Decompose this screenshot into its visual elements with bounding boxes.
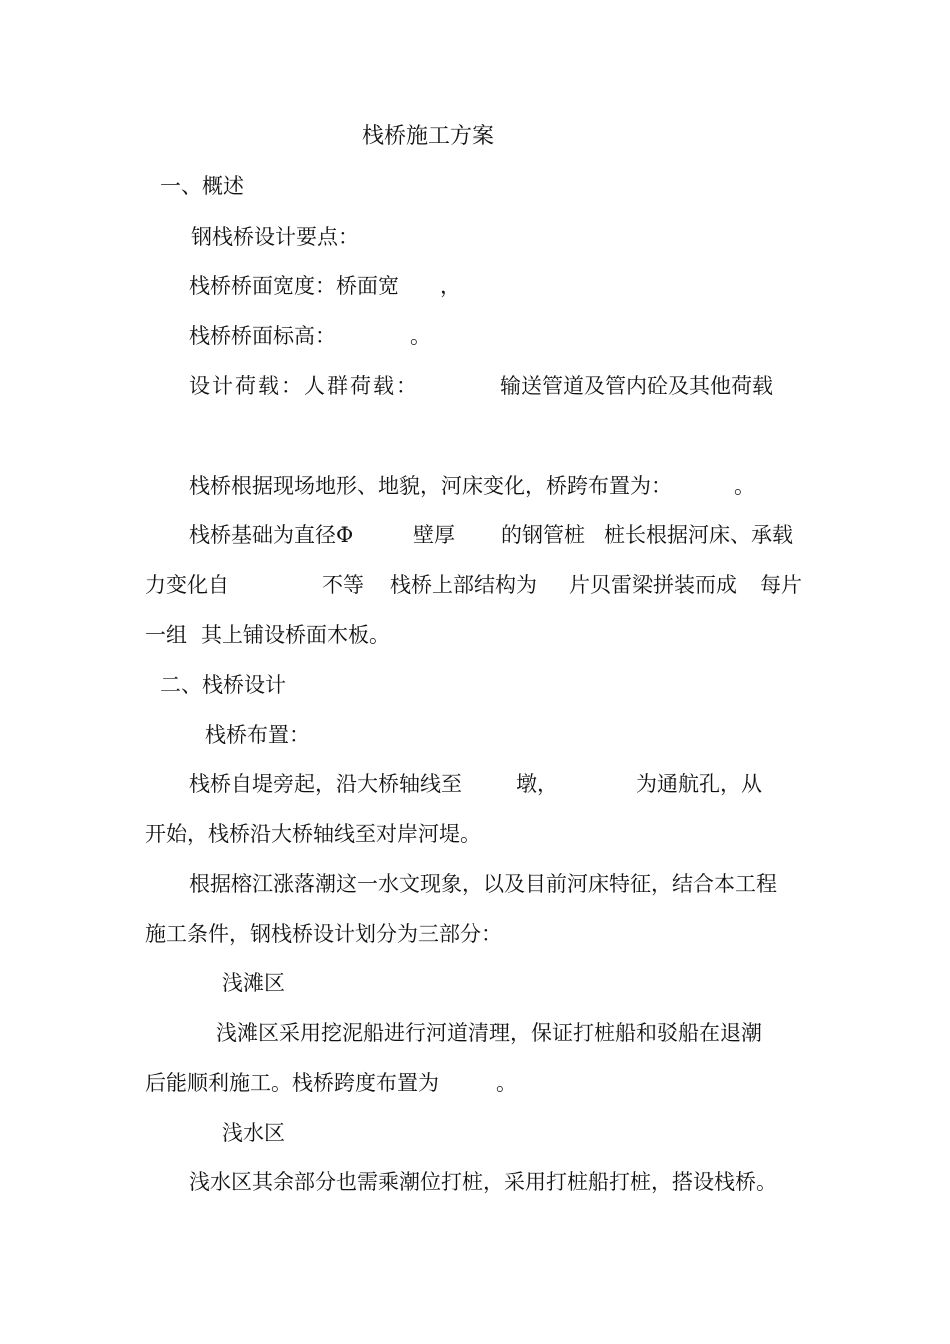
span-layout-period: 。 (734, 474, 755, 498)
foundation-text-1a: 栈桥基础为直径Φ (189, 523, 354, 547)
shoal-text-1: 浅滩区采用挖泥船进行河道清理，保证打桩船和驳船在退潮 (216, 1021, 762, 1045)
shallow-text-1: 浅水区其余部分也需乘潮位打桩，采用打桩船打桩，搭设栈桥。 (189, 1170, 777, 1194)
design-points-label: 钢栈桥设计要点： (191, 225, 359, 249)
foundation-text-2c: 栈桥上部结构为 (390, 573, 537, 597)
document-title: 栈桥施工方案 (362, 124, 495, 149)
foundation-text-2a: 力变化自 (145, 573, 229, 597)
shallow-zone-heading: 浅水区 (222, 1121, 285, 1145)
foundation-text-2d: 片贝雷梁拼装而成 (569, 573, 737, 597)
section-heading-overview: 一、概述 (160, 174, 244, 198)
basis-text-2: 施工条件，钢栈桥设计划分为三部分： (145, 922, 502, 946)
layout-text-1b: 墩， (516, 772, 558, 796)
deck-elevation-period: 。 (410, 324, 431, 348)
section-heading-design: 二、栈桥设计 (160, 673, 286, 697)
foundation-text-1b: 壁厚 (413, 523, 455, 547)
basis-text-1: 根据榕江涨落潮这一水文现象，以及目前河床特征，结合本工程 (189, 872, 777, 896)
design-load-text: 输送管道及管内砼及其他荷载 (500, 374, 773, 398)
shoal-zone-heading: 浅滩区 (222, 971, 285, 995)
layout-text-1a: 栈桥自堤旁起，沿大桥轴线至 (189, 772, 462, 796)
layout-text-1c: 为通航孔，从 (636, 772, 762, 796)
foundation-text-3a: 一组 (145, 623, 187, 647)
layout-label: 栈桥布置： (205, 723, 310, 747)
layout-text-2: 开始，栈桥沿大桥轴线至对岸河堤。 (145, 822, 481, 846)
span-layout-text: 栈桥根据现场地形、地貌，河床变化，桥跨布置为： (189, 474, 672, 498)
foundation-text-2e: 每片 (760, 573, 802, 597)
foundation-text-2b: 不等 (322, 573, 364, 597)
shoal-text-2b: 。 (496, 1071, 517, 1095)
foundation-text-1d: 桩长根据河床、承载 (604, 523, 793, 547)
shoal-text-2a: 后能顺利施工。栈桥跨度布置为 (145, 1071, 439, 1095)
deck-width-comma: ， (440, 274, 461, 298)
foundation-text-1c: 的钢管桩 (501, 523, 585, 547)
foundation-text-3b: 其上铺设桥面木板。 (201, 623, 390, 647)
design-load-label: 设计荷载：人群荷载： (189, 374, 419, 398)
deck-elevation-label: 栈桥桥面标高： (189, 324, 336, 348)
deck-width-label: 栈桥桥面宽度：桥面宽 (189, 274, 399, 298)
